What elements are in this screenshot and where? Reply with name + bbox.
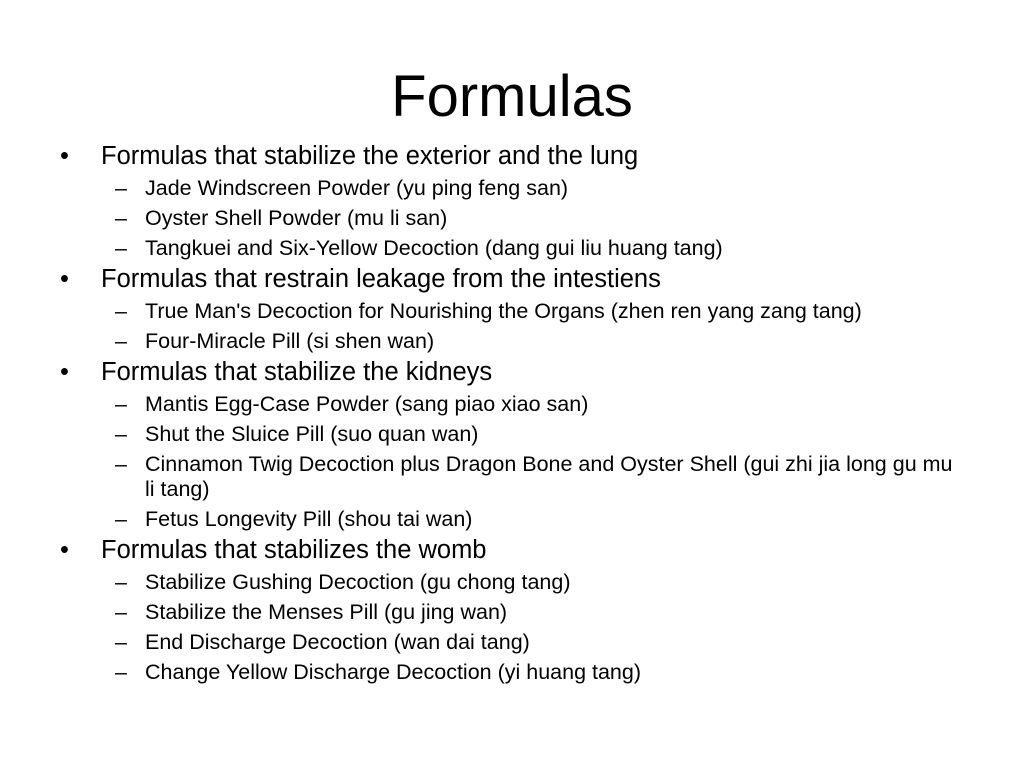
bullet-marker: • xyxy=(60,142,69,170)
sub-list xyxy=(101,299,960,354)
dash-marker: – xyxy=(115,507,127,531)
dash-marker: – xyxy=(115,206,127,230)
dash-marker: – xyxy=(115,630,127,654)
bullet-marker: • xyxy=(60,358,69,386)
formula-item xyxy=(101,176,960,201)
bullet-list xyxy=(60,138,960,685)
section-heading-item xyxy=(60,264,960,354)
formula-text: Cinnamon Twig Decoction plus Dragon Bone and Oyster Shell (gui zhi jia long gu mu li tang) xyxy=(145,452,953,501)
sub-list xyxy=(101,570,960,685)
section-heading-item xyxy=(60,357,960,532)
section-heading: Formulas that stabilize the kidneys xyxy=(101,358,493,386)
formula-item xyxy=(101,392,960,417)
bullet-marker: • xyxy=(60,536,69,564)
dash-marker: – xyxy=(115,570,127,594)
formula-item xyxy=(101,299,960,324)
formula-item xyxy=(101,422,960,447)
formula-text: Four-Miracle Pill (si shen wan) xyxy=(145,329,435,353)
formula-item xyxy=(101,630,960,655)
formula-item xyxy=(101,206,960,231)
section-heading-item xyxy=(60,141,960,261)
formula-item xyxy=(101,452,960,502)
formula-text: Tangkuei and Six-Yellow Decoction (dang gui liu huang tang) xyxy=(145,236,723,260)
dash-marker: – xyxy=(115,299,127,323)
formula-item xyxy=(101,236,960,261)
formula-text: Shut the Sluice Pill (suo quan wan) xyxy=(145,422,479,446)
formula-text: Oyster Shell Powder (mu li san) xyxy=(145,206,448,230)
formula-text: Stabilize the Menses Pill (gu jing wan) xyxy=(145,600,508,624)
dash-marker: – xyxy=(115,660,127,684)
formula-text: Stabilize Gushing Decoction (gu chong tang) xyxy=(145,570,571,594)
dash-marker: – xyxy=(115,392,127,416)
slide-title: Formulas xyxy=(391,64,633,129)
dash-marker: – xyxy=(115,329,127,353)
sub-list xyxy=(101,392,960,532)
dash-marker: – xyxy=(115,176,127,200)
formula-item xyxy=(101,660,960,685)
formula-item xyxy=(101,507,960,532)
formula-text: Mantis Egg-Case Powder (sang piao xiao san) xyxy=(145,392,589,416)
dash-marker: – xyxy=(115,236,127,260)
formula-text: Fetus Longevity Pill (shou tai wan) xyxy=(145,507,473,531)
section-heading: Formulas that stabilize the exterior and the lung xyxy=(101,142,639,170)
formula-text: End Discharge Decoction (wan dai tang) xyxy=(145,630,530,654)
formula-item xyxy=(101,600,960,625)
section-heading: Formulas that restrain leakage from the intestiens xyxy=(101,265,661,293)
formula-text: True Man's Decoction for Nourishing the Organs (zhen ren yang zang tang) xyxy=(145,299,862,323)
dash-marker: – xyxy=(115,422,127,446)
dash-marker: – xyxy=(115,600,127,624)
formula-text: Change Yellow Discharge Decoction (yi huang tang) xyxy=(145,660,642,684)
bullet-marker: • xyxy=(60,265,69,293)
formula-item xyxy=(101,329,960,354)
dash-marker: – xyxy=(115,452,127,476)
section-heading-item xyxy=(60,535,960,685)
formula-item xyxy=(101,570,960,595)
sub-list xyxy=(101,176,960,261)
formula-text: Jade Windscreen Powder (yu ping feng san) xyxy=(145,176,569,200)
section-heading: Formulas that stabilizes the womb xyxy=(101,536,487,564)
